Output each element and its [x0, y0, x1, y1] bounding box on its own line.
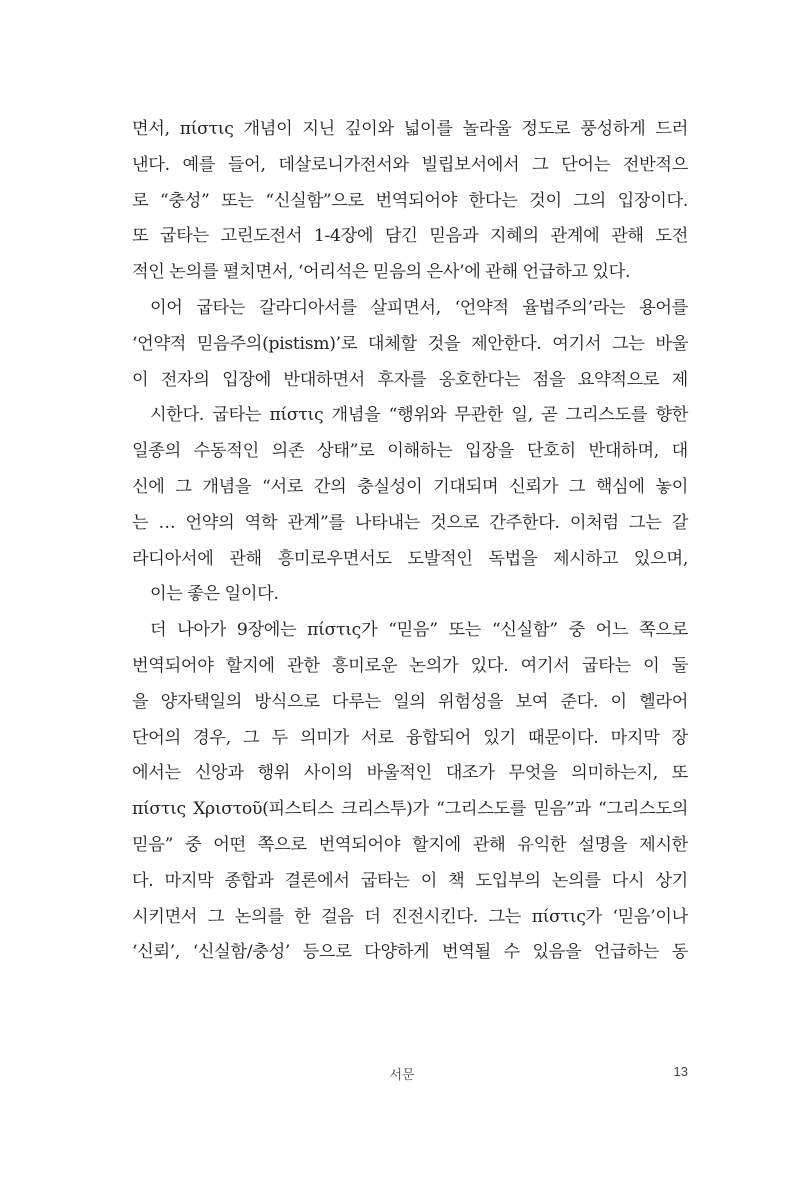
paragraph-start-line: 이어 굽타는 갈라디아서를 살피면서, ‘언약적 율법주의’라는 용어를 [150, 297, 688, 318]
text-line: 믿음” 중 어떤 쪽으로 번역되어야 할지에 관해 유익한 설명을 제시한 [132, 834, 688, 855]
body-text [132, 112, 688, 971]
text-line: 는 … 언약의 역학 관계”를 나타내는 것으로 간주한다. 이처럼 그는 갈 [132, 512, 688, 533]
text-line: 라디아서에 관해 흥미로우면서도 도발적인 독법을 제시하고 있으며, [132, 548, 688, 569]
text-line: 단어의 경우, 그 두 의미가 서로 융합되어 있기 때문이다. 마지막 장 [132, 727, 688, 748]
text-line: 을 양자택일의 방식으로 다루는 일의 위험성을 보여 준다. 이 헬라어 [132, 691, 688, 712]
text-line: 신에 그 개념을 “서로 간의 충실성이 기대되며 신뢰가 그 핵심에 놓이 [132, 476, 688, 497]
page-number: 13 [673, 1064, 688, 1079]
text-line: 로 “충성” 또는 “신실함”으로 번역되어야 한다는 것이 그의 입장이다. [132, 190, 688, 211]
text-line: 번역되어야 할지에 관한 흥미로운 논의가 있다. 여기서 굽타는 이 둘 [132, 655, 688, 676]
text-line: 적인 논의를 펼치면서, ‘어리석은 믿음의 은사’에 관해 언급하고 있다. [132, 262, 631, 283]
text-line: 시키면서 그 논의를 한 걸음 더 진전시킨다. 그는 πίστις가 ‘믿음’이나 [132, 906, 688, 927]
text-line: 일종의 수동적인 의존 상태”로 이해하는 입장을 단호히 반대하며, 대 [132, 441, 688, 462]
text-line: 이 전자의 입장에 반대하면서 후자를 옹호한다는 점을 요약적으로 제 [132, 369, 688, 390]
text-line: 시한다. 굽타는 πίστις 개념을 “행위와 무관한 일, 곧 그리스도를 향한 [150, 405, 688, 426]
text-line: 에서는 신앙과 행위 사이의 바울적인 대조가 무엇을 의미하는지, 또 [132, 763, 688, 784]
text-line: ‘언약적 믿음주의(pistism)’로 대체할 것을 제안한다. 여기서 그는 바울 [132, 333, 688, 354]
paragraph-start-line: 더 나아가 9장에는 πίστις가 “믿음” 또는 “신실함” 중 어느 쪽으로 [150, 620, 688, 641]
text-line: 낸다. 예를 들어, 데살로니가전서와 빌립보서에서 그 단어는 전반적으 [132, 154, 688, 175]
text-line: 또 굽타는 고린도전서 1-4장에 담긴 믿음과 지혜의 관계에 관해 도전 [132, 226, 688, 247]
text-line: 면서, πίστις 개념이 지닌 깊이와 넓이를 놀라울 정도로 풍성하게 드러 [132, 119, 688, 139]
text-line: ‘신뢰’, ‘신실함/충성’ 등으로 다양하게 번역될 수 있음을 언급하는 동 [132, 942, 688, 963]
text-line: πίστις Χριστοῦ(피스티스 크리스투)가 “그리스도를 믿음”과 “그리스도의 [132, 799, 688, 820]
text-line: 이는 좋은 일이다. [150, 584, 279, 605]
text-line: 다. 마지막 종합과 결론에서 굽타는 이 책 도입부의 논의를 다시 상기 [132, 870, 688, 891]
running-title: 서문 [389, 1067, 415, 1082]
